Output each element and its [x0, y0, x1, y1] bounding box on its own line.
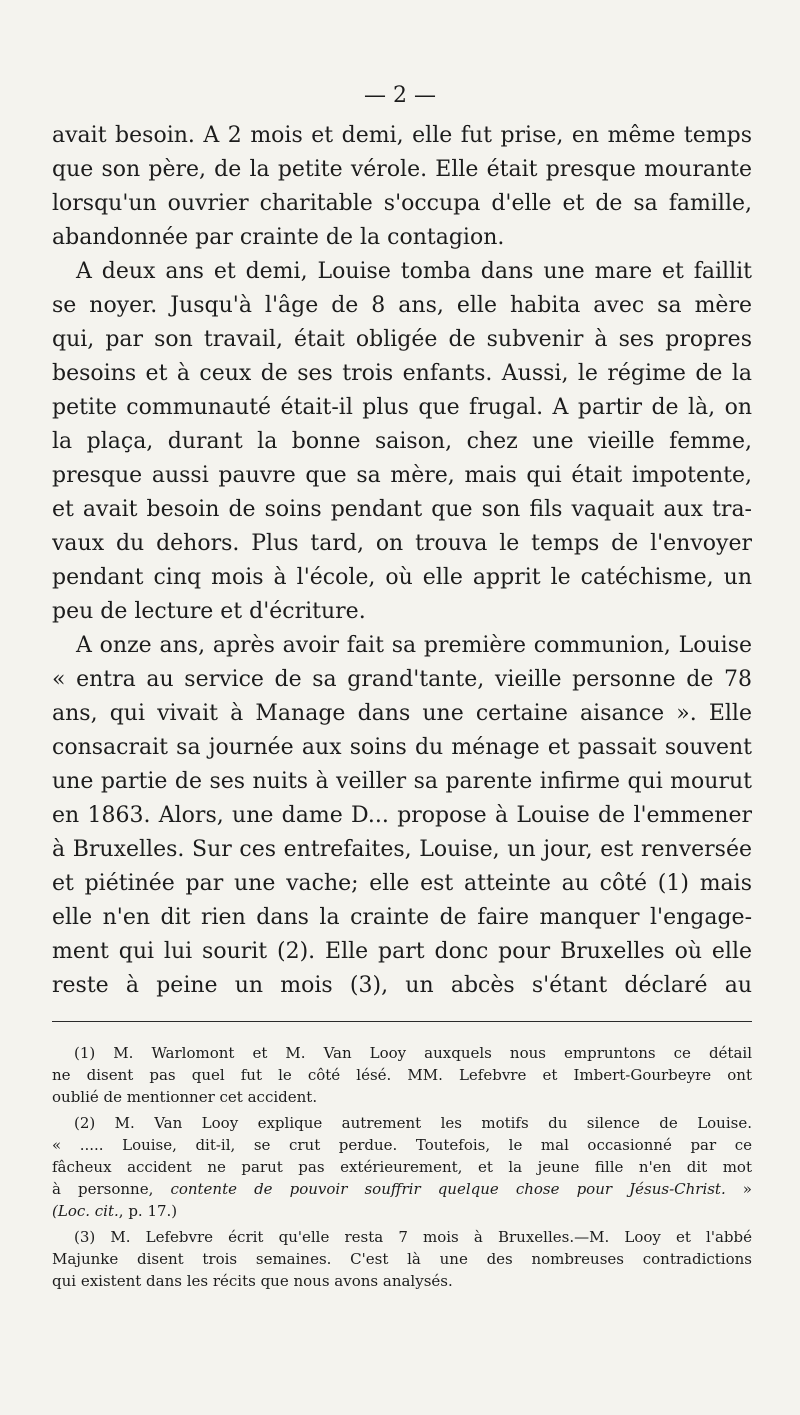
- text-line: ment qui lui sourit (2). Elle part donc pour Bruxelles où elle: [52, 939, 752, 964]
- text-line: A onze ans, après avoir fait sa première communion, Louise: [76, 633, 752, 658]
- text-line: à Bruxelles. Sur ces entrefaites, Louise, un jour, est renversée: [52, 837, 752, 862]
- text-line: elle n'en dit rien dans la crainte de faire manquer l'engage-: [52, 905, 752, 930]
- text-line: abandonnée par crainte de la contagion.: [52, 225, 505, 250]
- text-line: une partie de ses nuits à veiller sa parente infirme qui mourut: [52, 769, 752, 794]
- text-line: « entra au service de sa grand'tante, vieille personne de 78: [52, 667, 752, 692]
- text-line: reste à peine un mois (3), un abcès s'étant déclaré au: [52, 973, 752, 998]
- text-line: A deux ans et demi, Louise tomba dans une mare et faillit: [76, 259, 752, 284]
- text-line: consacrait sa journée aux soins du ménage et passait souvent: [52, 735, 752, 760]
- footnote-line: (1) M. Warlomont et M. Van Looy auxquels nous empruntons ce détail: [74, 1044, 752, 1062]
- footnote-line: [52, 1178, 752, 1200]
- footnote-line: (2) M. Van Looy explique autrement les motifs du silence de Louise.: [74, 1113, 752, 1132]
- page-number: — 2 —: [364, 83, 436, 108]
- footnote-3: [52, 1226, 752, 1293]
- footnote-text: , p. 17.): [118, 1202, 178, 1221]
- text-line: pendant cinq mois à l'école, où elle apprit le catéchisme, un: [52, 565, 752, 590]
- footnote-quote: contente de pouvoir souffrir quelque chose pour Jésus-Christ.: [170, 1180, 726, 1199]
- text-line: que son père, de la petite vérole. Elle était presque mourante: [52, 157, 752, 182]
- text-line: avait besoin. A 2 mois et demi, elle fut prise, en même temps: [52, 123, 752, 148]
- footnote-line: Majunke disent trois semaines. C'est là une des nombreuses contradictions: [52, 1249, 752, 1268]
- footnote-2: [52, 1112, 752, 1223]
- text-line: besoins et à ceux de ses trois enfants. Aussi, le régime de la: [52, 361, 752, 386]
- footnote-citation: (Loc. cit.: [52, 1202, 119, 1221]
- footnote-line: qui existent dans les récits que nous avons analysés.: [52, 1271, 453, 1290]
- text-line: en 1863. Alors, une dame D... propose à Louise de l'emmener: [52, 803, 752, 828]
- footnote-text: »: [725, 1180, 752, 1199]
- footnotes: [52, 1042, 752, 1292]
- body-text: [52, 119, 752, 1003]
- footnote-line: « ..... Louise, dit-il, se crut perdue. Toutefois, le mal occasionné par ce: [52, 1135, 752, 1154]
- footnote-line: fâcheux accident ne parut pas extérieurement, et la jeune fille n'en dit mot: [52, 1157, 752, 1176]
- footnote-line: [52, 1200, 752, 1222]
- text-line: peu de lecture et d'écriture.: [52, 599, 366, 624]
- footnote-text: à personne,: [52, 1180, 171, 1199]
- text-line: et avait besoin de soins pendant que son fils vaquait aux tra-: [52, 497, 752, 522]
- text-line: ans, qui vivait à Manage dans une certaine aisance ». Elle: [52, 701, 752, 726]
- text-line: se noyer. Jusqu'à l'âge de 8 ans, elle habita avec sa mère: [52, 293, 752, 318]
- footnote-line: (3) M. Lefebvre écrit qu'elle resta 7 mois à Bruxelles.—M. Looy et l'abbé: [74, 1227, 752, 1246]
- footnote-line: ne disent pas quel fut le côté lésé. MM. Lefebvre et Imbert-Gourbeyre ont: [52, 1066, 752, 1085]
- text-line: et piétinée par une vache; elle est atteinte au côté (1) mais: [52, 871, 752, 896]
- footnote-1: [52, 1042, 752, 1109]
- footnote-line: oublié de mentionner cet accident.: [52, 1088, 318, 1107]
- text-line: la plaça, durant la bonne saison, chez une vieille femme,: [52, 429, 752, 454]
- footnote-separator: [52, 1021, 752, 1022]
- text-line: lorsqu'un ouvrier charitable s'occupa d'elle et de sa famille,: [52, 191, 752, 216]
- text-line: vaux du dehors. Plus tard, on trouva le temps de l'envoyer: [52, 531, 752, 556]
- text-line: presque aussi pauvre que sa mère, mais qui était impotente,: [52, 463, 752, 488]
- text-line: petite communauté était-il plus que frugal. A partir de là, on: [52, 395, 752, 420]
- text-line: qui, par son travail, était obligée de subvenir à ses propres: [52, 327, 752, 352]
